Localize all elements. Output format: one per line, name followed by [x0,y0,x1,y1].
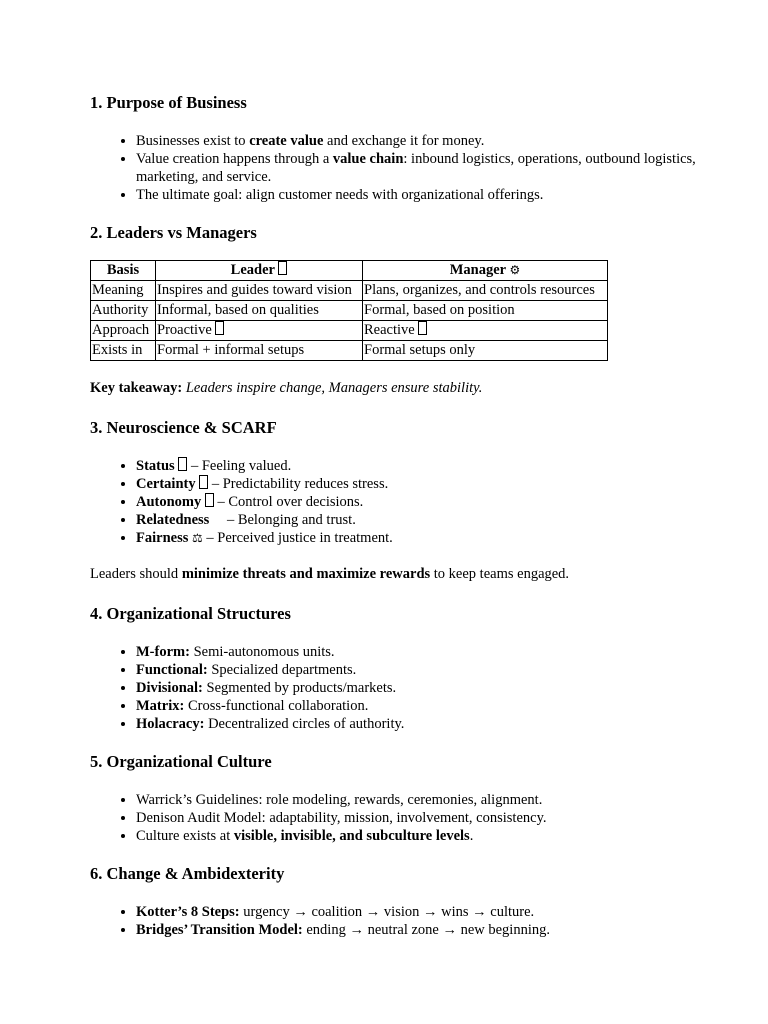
structures-list [90,643,710,733]
autonomy-icon [205,493,214,507]
cell-leader: Inspires and guides toward vision [156,281,363,301]
list-item: • Certainty – Predictability reduces stress. [136,475,710,493]
list-item: • Bridges’ Transition Model: ending → neutral zone → new beginning. [136,921,710,939]
cell-leader: Informal, based on qualities [156,301,363,321]
cell-leader: Formal + informal setups [156,341,363,361]
list-item: • Matrix: Cross-functional collaboration. [136,697,710,715]
list-item: • Denison Audit Model: adaptability, mission, involvement, consistency. [136,809,710,827]
cell-basis: Approach [91,321,156,341]
cell-manager: Reactive [363,321,608,341]
list-item: • Value creation happens through a value chain: inbound logistics, operations, outbound logistics, marketing, and service. [136,150,710,186]
table-header-row [91,261,608,281]
list-item: • Businesses exist to create value and exchange it for money. [136,132,710,150]
cell-manager: Plans, organizes, and controls resources [363,281,608,301]
cell-manager: Formal, based on position [363,301,608,321]
section-heading-leaders: 2. Leaders vs Managers [90,223,257,242]
purpose-list [90,132,710,204]
certainty-icon [199,475,208,489]
gear-icon: ⚙ [509,263,521,277]
cell-manager: Formal setups only [363,341,608,361]
cell-basis: Exists in [91,341,156,361]
header-manager: Manager ⚙ [363,261,608,281]
change-list [90,903,710,939]
table-row [91,281,608,301]
table-row [91,301,608,321]
section-heading-structures: 4. Organizational Structures [90,604,291,623]
scarf-list [90,457,710,547]
scarf-note: Leaders should minimize threats and maximize rewards to keep teams engaged. [90,566,570,582]
list-item: • Autonomy – Control over decisions. [136,493,710,511]
header-leader: Leader [156,261,363,281]
cell-basis: Authority [91,301,156,321]
list-item: • Relatedness – Belonging and trust. [136,511,710,529]
list-item: • Divisional: Segmented by products/markets. [136,679,710,697]
proactive-icon [215,321,224,335]
status-icon [178,457,187,471]
list-item: • The ultimate goal: align customer needs with organizational offerings. [136,186,710,204]
culture-list [90,791,710,845]
reactive-icon [418,321,427,335]
leader-icon [278,261,287,275]
cell-basis: Meaning [91,281,156,301]
header-basis: Basis [91,261,156,281]
table-row [91,341,608,361]
list-item: • Fairness ⚖ – Perceived justice in treatment. [136,529,710,547]
list-item: • Warrick’s Guidelines: role modeling, rewards, ceremonies, alignment. [136,791,710,809]
list-item: • Holacracy: Decentralized circles of authority. [136,715,710,733]
key-takeaway: Key takeaway: Leaders inspire change, Managers ensure stability. [90,380,483,396]
section-heading-scarf: 3. Neuroscience & SCARF [90,418,277,437]
section-heading-change: 6. Change & Ambidexterity [90,864,285,883]
list-item: • Kotter’s 8 Steps: urgency → coalition → vision → wins → culture. [136,903,710,921]
cell-leader: Proactive [156,321,363,341]
list-item: • Culture exists at visible, invisible, and subculture levels. [136,827,710,845]
table-row [91,321,608,341]
document-content [90,92,710,939]
section-heading-purpose: 1. Purpose of Business [90,93,247,112]
leaders-managers-table [90,260,608,361]
section-heading-culture: 5. Organizational Culture [90,752,272,771]
list-item: • Status – Feeling valued. [136,457,710,475]
list-item: • Functional: Specialized departments. [136,661,710,679]
scales-icon: ⚖ [191,531,203,545]
list-item: • M-form: Semi-autonomous units. [136,643,710,661]
